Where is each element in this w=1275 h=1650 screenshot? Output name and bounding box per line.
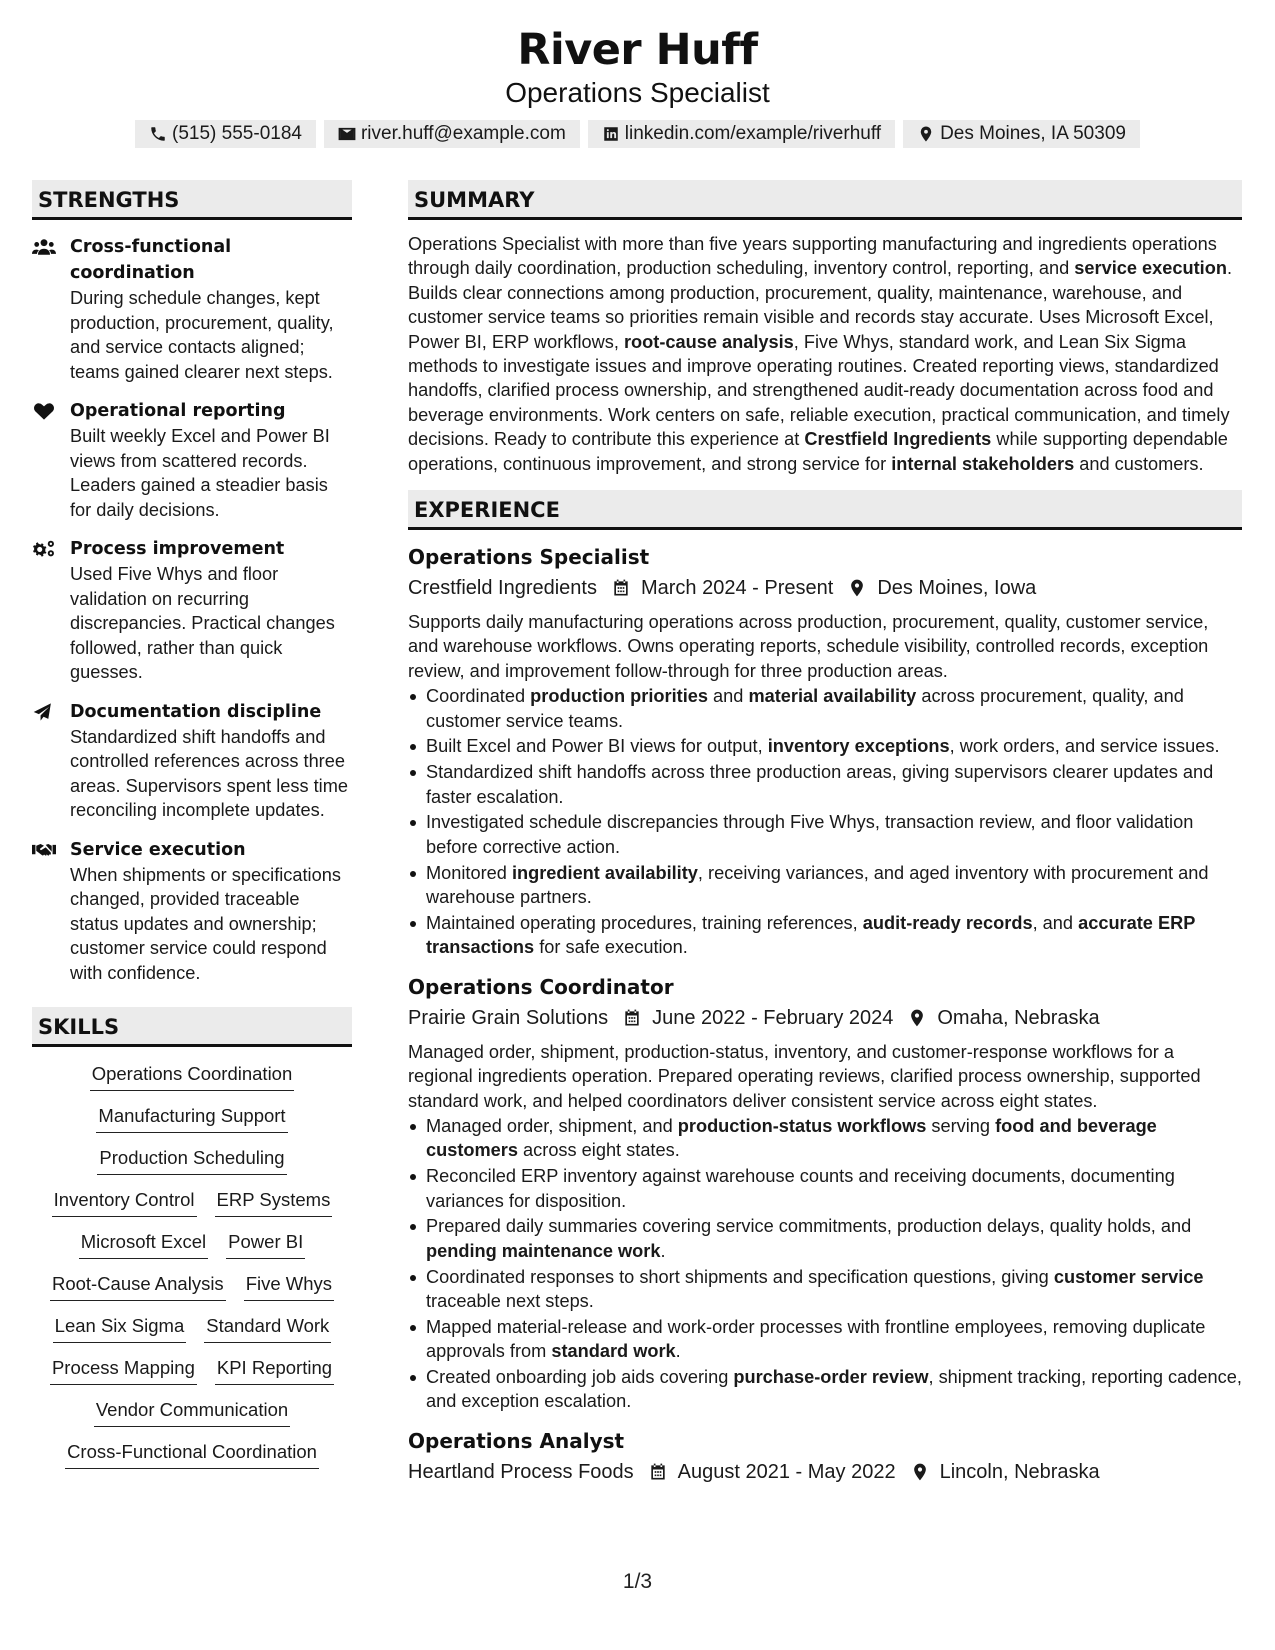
contact-location-text: Des Moines, IA 50309 [940, 123, 1126, 144]
skill-tag: Vendor Communication [94, 1397, 290, 1427]
job-meta [408, 572, 1242, 604]
bullet-bold: production-status workflows [677, 1115, 927, 1136]
candidate-name: River Huff [517, 25, 758, 75]
page-number: 1/3 [622, 1570, 653, 1593]
contact-phone[interactable] [135, 120, 316, 148]
bullet-text: Reconciled ERP inventory against warehouse counts and receiving documents, documenting variances for disposition. [426, 1166, 1175, 1211]
strength-title: Cross-functional coordination [70, 237, 232, 283]
skill-tag: Operations Coordination [90, 1061, 295, 1091]
bullet-bold: standard work [551, 1341, 676, 1362]
bullet-text: Monitored [426, 862, 512, 883]
job-title: Operations Analyst [408, 1428, 625, 1453]
skill-tag: Manufacturing Support [96, 1103, 287, 1133]
bullet-text: across eight states. [518, 1140, 680, 1161]
calendar-icon [648, 1462, 668, 1482]
bullet-text: serving [926, 1115, 996, 1136]
summary-text: , Five Whys, standard work, and Lean Six Sigma methods to investigate issues and improve operating routines. Created reporting views, standardized handoffs, clarified process ownership, and strengthened audit-ready documentation across food and beverage environments. Work centers on safe, reliable execution, practical communication, and timely decisions. Ready to contribute this experience at [408, 331, 1230, 450]
paper-plane-icon [32, 702, 56, 722]
job-dates: August 2021 - May 2022 [677, 1460, 896, 1483]
contact-linkedin-text: linkedin.com/example/riverhuff [624, 123, 882, 144]
map-pin-icon [847, 578, 867, 598]
bullet-item [408, 760, 1242, 809]
skill-tag: Process Mapping [50, 1355, 197, 1385]
strength-title: Documentation discipline [70, 701, 322, 722]
bullet-bold: food and beverage customers [426, 1115, 1157, 1161]
bullet-bold: inventory exceptions [767, 736, 950, 757]
bullet-bold: purchase-order review [733, 1366, 929, 1387]
heart-icon [32, 401, 56, 421]
skill-tag: Lean Six Sigma [53, 1313, 187, 1343]
bullet-item [408, 1114, 1242, 1163]
job-description: Managed order, shipment, production-status, inventory, and customer-response workflows for a regional ingredients operation. Prepared operating reviews, clarified process ownership, supported standard work, and helped coordinators deliver consistent service across eight states. [408, 1041, 1201, 1111]
bullet-item [408, 734, 1242, 758]
bullet-text: , and [1032, 912, 1079, 933]
strength-item [32, 398, 352, 522]
summary-text: . Builds clear connections among production, procurement, quality, maintenance, warehouse, and customer service teams so priorities remain visible and records stay accurate. Uses Microsoft Excel, Power BI, ERP workflows, [408, 258, 1233, 352]
bullet-text: for safe execution. [534, 937, 688, 958]
bullet-text: , work orders, and service issues. [949, 736, 1220, 757]
users-icon [32, 237, 56, 257]
contact-location[interactable] [903, 120, 1140, 148]
bullet-text: Created onboarding job aids covering [426, 1366, 734, 1387]
bullet-text: Coordinated responses to short shipments and specification questions, giving [426, 1266, 1054, 1287]
bullet-item [408, 1315, 1242, 1364]
bullet-item [408, 861, 1242, 910]
bullet-text: Coordinated [426, 686, 531, 707]
bullet-text: Mapped material-release and work-order processes with frontline employees, removing duplicate approvals from [426, 1316, 1206, 1362]
contact-email-text: river.huff@example.com [360, 123, 566, 144]
summary-bold: Crestfield Ingredients [804, 429, 992, 450]
right-column [408, 180, 1242, 1488]
bullet-item [408, 1365, 1242, 1414]
map-pin-icon [907, 1008, 927, 1028]
bullet-bold: pending maintenance work [426, 1240, 661, 1261]
bullet-text: , shipment tracking, reporting cadence, and exception escalation. [426, 1366, 1242, 1412]
strengths-heading: STRENGTHS [32, 180, 352, 220]
job-company: Crestfield Ingredients [408, 577, 597, 600]
bullet-text: Prepared daily summaries covering service commitments, production delays, quality holds, and [426, 1216, 1192, 1237]
job-location: Des Moines, Iowa [877, 577, 1037, 600]
bullet-bold: audit-ready records [862, 912, 1033, 933]
bullet-text: , receiving variances, and aged inventory with procurement and warehouse partners. [426, 862, 1209, 908]
strength-item [32, 234, 352, 384]
strength-desc: During schedule changes, kept production, procurement, quality, and service contacts aligned; teams gained clearer next steps. [70, 288, 334, 382]
summary-text: Operations Specialist with more than five years supporting manufacturing and ingredients operations through daily coordination, production scheduling, inventory control, reporting, and [408, 234, 1217, 279]
contact-email[interactable] [324, 120, 580, 148]
strength-desc: When shipments or specifications changed, provided traceable status updates and ownership; customer service could respond with confidence. [70, 864, 341, 983]
strength-title: Service execution [70, 839, 246, 860]
linkedin-icon [602, 125, 620, 143]
skills-list [32, 1061, 352, 1469]
strength-desc: Used Five Whys and floor validation on recurring discrepancies. Practical changes followed, rather than quick guesses. [70, 564, 335, 682]
job-entry [408, 1426, 1242, 1488]
bullet-item [408, 1214, 1242, 1263]
skill-tag: Root-Cause Analysis [50, 1271, 226, 1301]
bullet-item [408, 810, 1242, 859]
job-location: Omaha, Nebraska [937, 1006, 1100, 1029]
job-title: Operations Specialist [408, 545, 650, 570]
bullet-text: . [660, 1240, 666, 1261]
bullet-item [408, 911, 1242, 960]
bullet-text: across procurement, quality, and customer service teams. [426, 686, 1184, 731]
skill-tag: KPI Reporting [215, 1355, 334, 1385]
map-pin-icon [910, 1462, 930, 1482]
strength-item [32, 536, 352, 685]
map-pin-icon [917, 125, 935, 143]
contact-bar [0, 120, 1275, 148]
skills-heading: SKILLS [32, 1007, 352, 1047]
contact-phone-text: (515) 555-0184 [172, 123, 302, 144]
bullet-bold: material availability [748, 686, 917, 707]
job-title: Operations Coordinator [408, 974, 674, 999]
bullet-item [408, 1164, 1242, 1213]
calendar-icon [611, 578, 631, 598]
contact-linkedin[interactable] [588, 120, 895, 148]
bullet-item [408, 1265, 1242, 1314]
job-company: Heartland Process Foods [408, 1460, 634, 1483]
phone-icon [149, 125, 167, 143]
summary-bold: service execution [1074, 258, 1227, 279]
strength-desc: Built weekly Excel and Power BI views from scattered records. Leaders gained a steadier basis for daily decisions. [70, 426, 330, 520]
job-company: Prairie Grain Solutions [408, 1006, 609, 1029]
job-description: Supports daily manufacturing operations across production, procurement, quality, customer service, and warehouse workflows. Owns operating reports, schedule visibility, controlled records, exception review, and improvement follow-through for three production areas. [408, 612, 1209, 681]
skill-tag: ERP Systems [215, 1187, 333, 1217]
job-meta [408, 1456, 1242, 1488]
skill-tag: Production Scheduling [97, 1145, 286, 1175]
job-location: Lincoln, Nebraska [939, 1460, 1100, 1483]
skill-tag: Cross-Functional Coordination [65, 1439, 319, 1469]
job-bullets [408, 684, 1242, 959]
summary-text: while supporting dependable operations, continuous improvement, and strong service for [408, 429, 1228, 474]
skill-tag: Microsoft Excel [79, 1229, 208, 1259]
summary-bold: root-cause analysis [623, 331, 794, 352]
gears-icon [32, 539, 56, 559]
candidate-title: Operations Specialist [505, 77, 770, 108]
bullet-text: . [675, 1341, 681, 1362]
bullet-text: Investigated schedule discrepancies through Five Whys, transaction review, and floor validation before corrective action. [426, 812, 1194, 857]
strength-item [32, 699, 352, 823]
bullet-text: traceable next steps. [426, 1290, 594, 1311]
bullet-text: and [708, 686, 749, 707]
bullet-item [408, 684, 1242, 733]
calendar-icon [622, 1008, 642, 1028]
job-entry [408, 972, 1242, 1414]
bullet-bold: ingredient availability [511, 862, 698, 883]
skill-tag: Inventory Control [52, 1187, 197, 1217]
job-dates: March 2024 - Present [640, 577, 834, 600]
summary-text: and customers. [1074, 453, 1204, 474]
strength-title: Process improvement [70, 539, 285, 559]
skill-tag: Five Whys [244, 1271, 334, 1301]
experience-heading: EXPERIENCE [408, 490, 1242, 530]
skill-tag: Power BI [226, 1229, 305, 1259]
envelope-icon [338, 125, 356, 143]
strength-title: Operational reporting [70, 401, 286, 421]
left-column [32, 180, 352, 1469]
bullet-text: Managed order, shipment, and [426, 1115, 678, 1136]
skill-tag: Standard Work [204, 1313, 331, 1343]
bullet-text: Maintained operating procedures, training references, [426, 912, 863, 933]
bullet-text: Built Excel and Power BI views for output, [426, 736, 768, 757]
job-entry [408, 542, 1242, 960]
job-dates: June 2022 - February 2024 [652, 1006, 894, 1029]
strength-desc: Standardized shift handoffs and controlled references across three areas. Supervisors spent less time reconciling incomplete updates. [70, 726, 348, 820]
bullet-bold: accurate ERP transactions [426, 912, 1196, 958]
job-meta [408, 1002, 1242, 1034]
bullet-bold: customer service [1053, 1266, 1204, 1287]
summary-text [408, 232, 1242, 476]
summary-bold: internal stakeholders [891, 453, 1075, 474]
bullet-bold: production priorities [530, 686, 708, 707]
job-bullets [408, 1114, 1242, 1414]
bullet-text: Standardized shift handoffs across three production areas, giving supervisors clearer updates and faster escalation. [426, 762, 1214, 807]
strength-item [32, 837, 352, 986]
handshake-icon [32, 840, 56, 860]
resume-header [0, 22, 1275, 148]
summary-heading: SUMMARY [408, 180, 1242, 220]
